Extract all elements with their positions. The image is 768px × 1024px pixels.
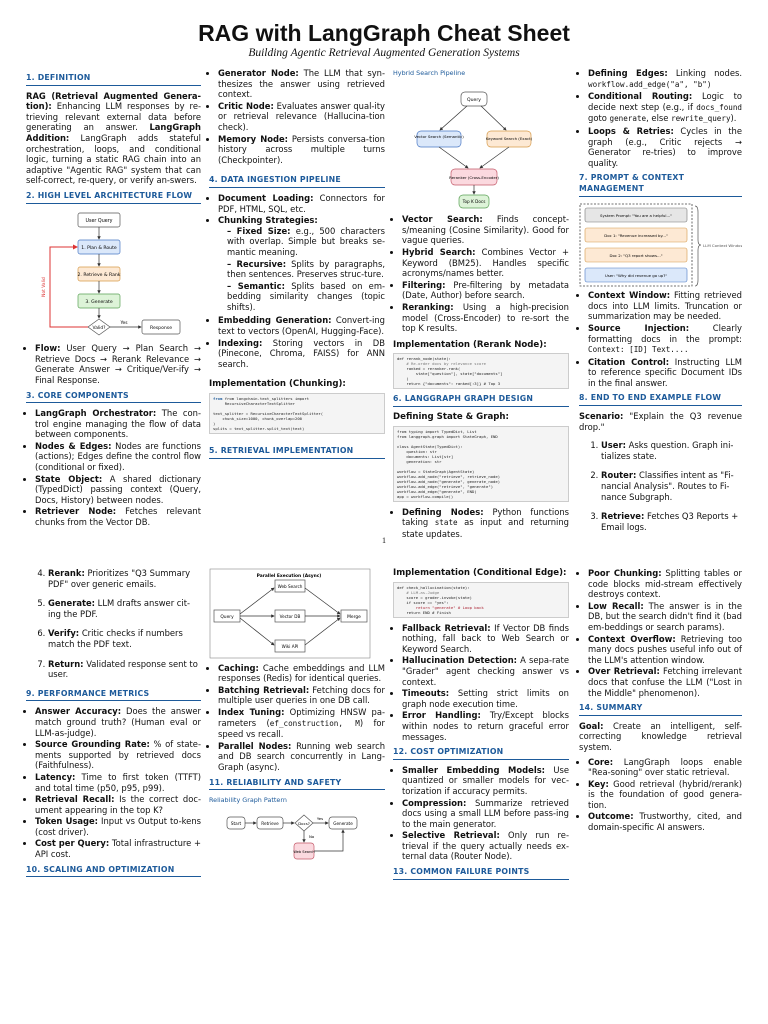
- list-item: • Context Overflow: Retrieving too many docs pushes useful info out of the LLM's attention window.: [588, 634, 742, 666]
- list-item: 1. User: Asks question. Graph ini-tializes state.: [601, 440, 742, 461]
- page-2: [0, 562, 768, 1024]
- list-item: • Critic Node: Evaluates answer qual-ity or retrieval relevance (Hallucina-tion check).: [218, 101, 385, 133]
- rerank-implementation-title: Implementation (Rerank Node):: [393, 339, 547, 350]
- list-item: • Cost per Query: Total infrastructure + API cost.: [35, 838, 201, 859]
- list-item: • Outcome: Trustworthy, cited, and domain-specific AI answers.: [588, 811, 742, 832]
- svg-text:Start: Start: [230, 820, 242, 826]
- column-2: [209, 68, 385, 464]
- web-search-label: Web Search: [293, 849, 315, 854]
- list-item: • Source Grounding Rate: % of state-ments supported by retrieved docs (Faithfulness).: [35, 739, 201, 771]
- svg-text:Web Search: Web Search: [277, 584, 303, 589]
- graph-design-list-continued: [579, 68, 742, 168]
- svg-text:User: "Why did revenue go up?": User: "Why did revenue go up?": [604, 272, 668, 278]
- list-item: • Vector Search: Finds concept-s/meaning (Cosine Similarity). Good for vague queries.: [402, 214, 569, 246]
- list-item: • Over Retrieval: Fetching irrelevant docs that confuse the LLM ("Lost in the Middle" phenomenon).: [588, 666, 742, 698]
- section-heading-metrics: 9. PERFORMANCE METRICS: [26, 689, 201, 702]
- section-heading-ingestion: 4. DATA INGESTION PIPELINE: [209, 175, 385, 188]
- page-subtitle: Building Agentic Retrieval Augmented Generation Systems: [248, 47, 520, 59]
- ingestion-list: [209, 193, 385, 370]
- list-item: • Defining Edges: Linking nodes. workflow.add_edge("a", "b"): [588, 68, 742, 90]
- list-item: • Flow: User Query → Plan Search → Retrieve Docs → Rerank Relevance → Generate Answer → Critique/Ver-ify → Final Response.: [35, 343, 201, 385]
- svg-text:Vector DB: Vector DB: [279, 614, 301, 619]
- list-item: • Index Tuning: Optimizing HNSW pa-rameters (ef_construction, M) for speed vs recall.: [218, 707, 385, 740]
- retrieval-list: [393, 214, 569, 334]
- list-item: • Timeouts: Setting strict limits on graph node execution time.: [402, 688, 569, 709]
- list-item: • Retriever Node: Fetches relevant chunks from the Vector DB.: [35, 506, 201, 527]
- list-item: • Retrieval Recall: Is the correct doc-ument appearing in the top K?: [35, 794, 201, 815]
- list-item: • Batching Retrieval: Fetching docs for multiple user queries in one DB call.: [218, 685, 385, 706]
- parallel-title: Parallel Execution (Async): [256, 574, 322, 579]
- summary-list: [579, 757, 742, 833]
- conditional-edge-title: Implementation (Conditional Edge):: [393, 568, 567, 578]
- svg-text:Yes: Yes: [316, 815, 324, 821]
- list-item: • Document Loading: Connectors for PDF, HTML, SQL, etc.: [218, 193, 385, 214]
- svg-text:No: No: [309, 833, 315, 839]
- reranker-label: Reranker (Cross-Encoder): [449, 174, 499, 180]
- parallel-execution-diagram: [209, 568, 385, 660]
- list-item: • Defining Nodes: Python functions taking state as input and returning state updates.: [402, 507, 569, 540]
- graph-code-block: from typing import TypedDict, List from langgraph.graph import StateGraph, END class AgentState(TypedDict): question: str documents: List[str] generation: str workflow = StateGraph(AgentState) workflow.add_node("retrieve", retrieve_node) workflow.add_node("generate", generate_node) workflow.add_edge("retrieve", "generate") workflow.add_edge("generate", END) app = workflow.compile(): [393, 426, 569, 502]
- list-item: • Selective Retrieval: Only run re-trieval if the query actually needs ex-ternal data (Router Node).: [402, 830, 569, 862]
- list-item: • Token Usage: Input vs Output to-kens (cost driver).: [35, 816, 201, 837]
- list-item: • Low Recall: The answer is in the DB, but the search didn't find it (bad em-beddings or search params).: [588, 601, 742, 633]
- section-heading-example-flow: 8. END TO END EXAMPLE FLOW: [579, 393, 742, 406]
- vector-search-label: Vector Search (Semantic): [414, 133, 464, 139]
- keyword-search-label: Keyword Search (Exact): [485, 135, 533, 141]
- goal-paragraph: Goal: Create an intelligent, self-correcting knowledge retrieval system.: [579, 720, 742, 752]
- list-item: • Caching: Cache embeddings and LLM responses (Redis) for identical queries.: [218, 663, 385, 684]
- list-item: 6. Verify: Critic checks if numbers match the PDF text.: [48, 628, 201, 649]
- list-item: • Error Handling: Try/Except blocks within nodes to return graceful error messages.: [402, 710, 569, 742]
- svg-text:Doc 1: "Revenue increased by..: Doc 1: "Revenue increased by...": [604, 232, 668, 238]
- metrics-list: [26, 706, 201, 859]
- list-item: • Key: Good retrieval (hybrid/rerank) is the foundation of good genera-tion.: [588, 779, 742, 811]
- list-item: 5. Generate: LLM drafts answer cit-ing the PDF.: [48, 598, 201, 619]
- svg-text:Generate: Generate: [333, 820, 353, 826]
- list-item: • Conditional Routing: Logic to decide next step (e.g., if docs_found goto generate, else rewrite_query).: [588, 91, 742, 125]
- architecture-list: [26, 343, 201, 385]
- reliability-graph-diagram: [209, 809, 385, 865]
- list-item: • Fallback Retrieval: If Vector DB finds nothing, fall back to Web Search or Keyword Search.: [402, 623, 569, 655]
- section-heading-cost: 12. COST OPTIMIZATION: [393, 747, 569, 760]
- definition-paragraph: RAG (Retrieval Augmented Genera-tion): Enhancing LLM responses by re-trieving relevant external data before generating an answer. LangGraph Addition: LangGraph adds stateful orchestration, loops, and conditional logic, turning a static RAG chain into an adaptive "Agentic RAG" system that can self-correct, re-query, or verify an-swers.: [26, 90, 201, 186]
- rerank-code-block: def rerank_node(state): # Re-order docs by relevance score ranked = reranker.rank( state["question"], state["documents"] ) return {"documents": ranked[:3]} # Top 3: [393, 353, 569, 389]
- svg-text:Top K Docs: Top K Docs: [462, 198, 486, 204]
- section-heading-failure-points: 13. COMMON FAILURE POINTS: [393, 867, 569, 880]
- svg-text:Docs?: Docs?: [298, 820, 310, 826]
- list-item: • LangGraph Orchestrator: The con-trol engine managing the flow of data between components.: [35, 408, 201, 440]
- response-label: Response: [149, 325, 173, 331]
- graph-design-list: [393, 507, 569, 540]
- core-components-list: [26, 408, 201, 528]
- list-item: • Memory Node: Persists conversa-tion history across multiple turns (Checkpointer).: [218, 134, 385, 166]
- section-heading-architecture: 2. HIGH LEVEL ARCHITECTURE FLOW: [26, 191, 201, 204]
- chunking-sublist: [218, 226, 385, 313]
- svg-text:Wiki API: Wiki API: [281, 644, 299, 649]
- section-heading-core-components: 3. CORE COMPONENTS: [26, 391, 201, 404]
- context-window-diagram: [579, 202, 742, 288]
- section-heading-prompt-context: 7. PROMPT & CONTEXT MANAGEMENT: [579, 173, 742, 196]
- list-item: • Poor Chunking: Splitting tables or code blocks mid-stream effectively destroys context.: [588, 568, 742, 600]
- list-item: • Chunking Strategies: – Fixed Size: e.g., 500 characters with overlap. Simple but breaks se-mantic meaning. – Recursive: Splits by paragraphs, then sentences. Preserves struc-ture. – Semantic: Splits based on em-bedding similarity changes (topic shifts).: [218, 215, 385, 312]
- failure-points-list: [579, 568, 742, 698]
- section-heading-scaling: 10. SCALING AND OPTIMIZATION: [26, 865, 201, 878]
- example-flow-steps: [579, 440, 742, 532]
- generate-label: 3. Generate: [85, 299, 113, 305]
- page-number: 1: [382, 536, 386, 545]
- chunking-implementation-title: Implementation (Chunking):: [209, 379, 346, 390]
- section-heading-definition: 1. DEFINITION: [26, 73, 201, 86]
- section-heading-summary: 14. SUMMARY: [579, 703, 742, 716]
- list-item: • Smaller Embedding Models: Use quantized or smaller models for vec-torization if accuracy permits.: [402, 765, 569, 797]
- list-item: • Source Injection: Clearly formatting docs in the prompt: Context: [ID] Text....: [588, 323, 742, 356]
- list-item: • Latency: Time to first token (TTFT) and total time (p50, p95, p99).: [35, 772, 201, 793]
- architecture-flow-diagram: [26, 209, 201, 341]
- list-item: 7. Return: Validated response sent to user.: [48, 659, 201, 680]
- list-item: • Hallucination Detection: A sepa-rate "Grader" agent checking answer vs context.: [402, 655, 569, 687]
- valid-label: Valid?: [92, 325, 106, 331]
- svg-text:Query: Query: [467, 97, 481, 103]
- page-title: RAG with LangGraph Cheat Sheet: [198, 20, 570, 46]
- svg-text:Query: Query: [220, 615, 234, 620]
- hybrid-search-caption: Hybrid Search Pipeline: [393, 69, 466, 77]
- list-item: • State Object: A shared dictionary (TypedDict) passing context (Query, Docs, History) between nodes.: [35, 474, 201, 506]
- column-3: [393, 68, 569, 542]
- example-flow-steps-continued: [26, 568, 201, 680]
- list-item: • Answer Accuracy: Does the answer match ground truth? (Human eval or LLM-as-judge).: [35, 706, 201, 738]
- column-1: [26, 68, 201, 531]
- column-1: [26, 568, 201, 882]
- list-item: • Generator Node: The LLM that syn-thesizes the answer using retrieved context.: [218, 68, 385, 100]
- hybrid-search-diagram: [393, 82, 569, 212]
- svg-text:Retrieve: Retrieve: [261, 820, 279, 826]
- column-4: [579, 568, 742, 836]
- reliability-list: [393, 623, 569, 743]
- prompt-context-list: [579, 290, 742, 388]
- list-item: – Fixed Size: e.g., 500 characters with overlap. Simple but breaks se-mantic meaning.: [227, 226, 385, 258]
- core-components-list-continued: [209, 68, 385, 165]
- column-3: [393, 568, 569, 885]
- not-valid-label: Not Valid: [42, 276, 47, 297]
- list-item: 2. Router: Classifies intent as "Fi-nancial Analysis". Routes to Fi-nance Subgraph.: [601, 470, 742, 502]
- list-item: • Reranking: Using a high-precision model (Cross-Encoder) to re-sort the top K results.: [402, 302, 569, 334]
- reliability-caption: Reliability Graph Pattern: [209, 796, 287, 805]
- plan-route-label: 1. Plan & Route: [81, 245, 117, 251]
- svg-text:Merge: Merge: [347, 615, 361, 620]
- retrieve-rank-label: 2. Retrieve & Rank: [77, 272, 121, 278]
- list-item: – Recursive: Splits by paragraphs, then sentences. Preserves struc-ture.: [227, 259, 385, 280]
- list-item: • Filtering: Pre-filtering by metadata (Date, Author) before search.: [402, 280, 569, 301]
- list-item: • Context Window: Fitting retrieved docs into LLM limits. Truncation or summarization may be needed.: [588, 290, 742, 322]
- list-item: • Core: LangGraph loops enable "Rea-soning" over static retrieval.: [588, 757, 742, 778]
- yes-label: Yes: [120, 320, 128, 326]
- list-item: • Embedding Generation: Convert-ing text to vectors (OpenAI, Hugging-Face).: [218, 315, 385, 336]
- graph-design-subtitle: Defining State & Graph:: [393, 411, 509, 422]
- list-item: • Loops & Retries: Cycles in the graph (e.g., Critic rejects → Generator re-tries) to improve quality.: [588, 126, 742, 168]
- scaling-list: [209, 663, 385, 773]
- list-item: 4. Rerank: Prioritizes "Q3 Summary PDF" over generic emails.: [48, 568, 201, 589]
- svg-text:System Prompt: "You are a help: System Prompt: "You are a helpful...": [600, 212, 672, 218]
- list-item: • Parallel Nodes: Running web search and DB search concurrently in Lang-Graph (async).: [218, 741, 385, 773]
- list-item: – Semantic: Splits based on em-bedding similarity changes (topic shifts).: [227, 281, 385, 313]
- list-item: • Hybrid Search: Combines Vector + Keyword (BM25). Handles specific acronyms/names better.: [402, 247, 569, 279]
- list-item: • Citation Control: Instructing LLM to reference specific Document IDs in the final answer.: [588, 357, 742, 389]
- chunking-code-block: from from langchain.text_splitters import RecursiveCharacterTextSplitter text_splitter = RecursiveCharacterTextSplitter( chunk_size=1000, chunk_overlap=200 ) splits = text_splitter.split_text(text): [209, 393, 385, 434]
- cost-list: [393, 765, 569, 862]
- section-heading-graph-design: 6. LANGGRAPH GRAPH DESIGN: [393, 394, 569, 407]
- context-window-label: LLM Context Window: [703, 242, 742, 248]
- section-heading-reliability: 11. RELIABILITY AND SAFETY: [209, 778, 385, 791]
- scenario-paragraph: Scenario: "Explain the Q3 revenue drop.": [579, 411, 742, 432]
- column-4: [579, 68, 742, 541]
- section-heading-retrieval: 5. RETRIEVAL IMPLEMENTATION: [209, 446, 385, 459]
- user-query-label: User Query: [85, 218, 113, 224]
- list-item: 3. Retrieve: Fetches Q3 Reports + Email logs.: [601, 511, 742, 532]
- list-item: • Nodes & Edges: Nodes are functions (actions); Edges define the control flow (conditional or fixed).: [35, 441, 201, 473]
- list-item: • Compression: Summarize retrieved docs using a small LLM before pass-ing to the main generator.: [402, 798, 569, 830]
- svg-text:Doc 2: "Q3 report shows...": Doc 2: "Q3 report shows...": [609, 252, 663, 258]
- conditional-edge-code-block: def check_hallucination(state): # LLM-as-Judge score = grader.invoke(state) if score == "yes": return "generate" # Loop back return END # Finish: [393, 582, 569, 618]
- list-item: • Indexing: Storing vectors in DB (Pinecone, Chroma, FAISS) for ANN search.: [218, 338, 385, 370]
- column-2: [209, 568, 385, 867]
